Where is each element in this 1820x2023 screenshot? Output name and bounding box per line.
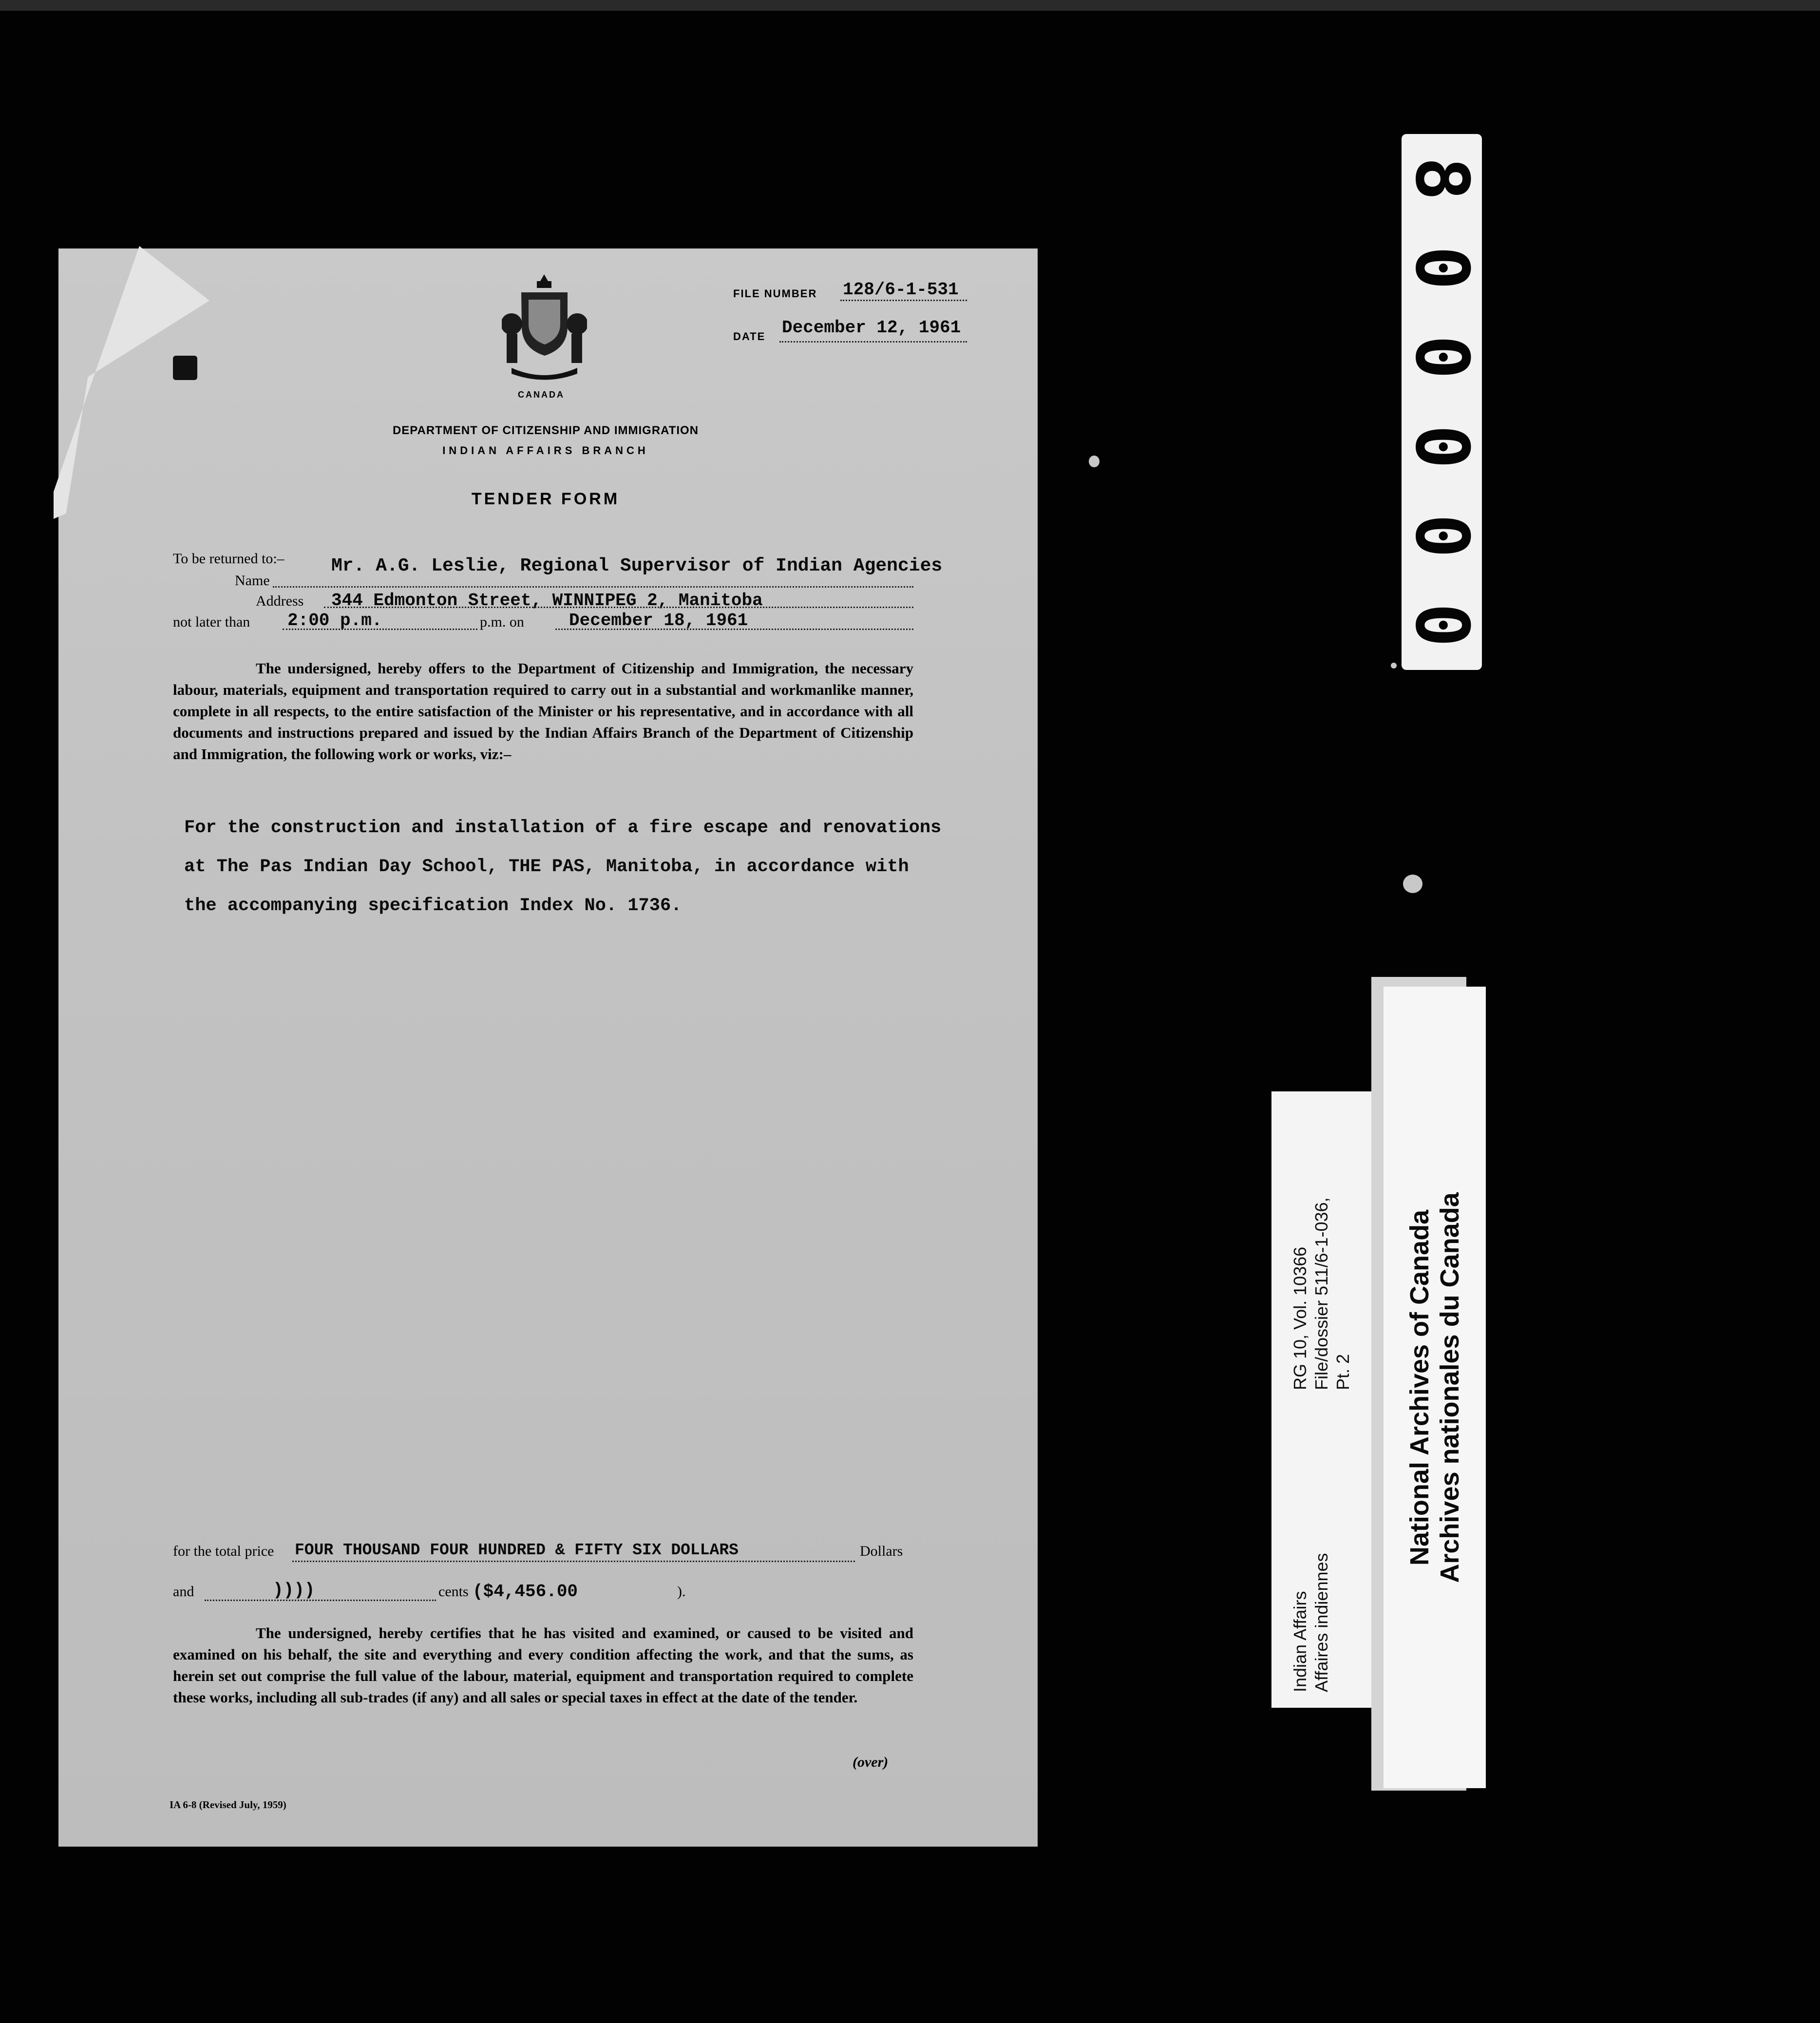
- date-line: [779, 341, 967, 343]
- amount-in-words: FOUR THOUSAND FOUR HUNDRED & FIFTY SIX DOLLARS: [295, 1541, 739, 1559]
- film-edge-strip: [0, 0, 1820, 11]
- form-title: TENDER FORM: [471, 490, 620, 508]
- to-be-returned-label: To be returned to:–: [173, 551, 284, 567]
- cents-label: cents: [438, 1584, 469, 1600]
- address-label: Address: [256, 593, 304, 609]
- cents-line: [205, 1600, 436, 1601]
- closing-date-line: [555, 629, 913, 630]
- crest-caption: CANADA: [518, 390, 565, 400]
- dust-speck: [1089, 456, 1100, 467]
- file-number-line: [840, 300, 967, 301]
- offer-paragraph: The undersigned, hereby offers to the Department of Citizenship and Immigration, the necessary labour, materials, equipment and transportation required to carry out in a substantial and workmanlike manner, complete in all respects, to the entire satisfaction of the Minister or his representative, and in accordance with all documents and instructions prepared and issued by the Indian Affairs Branch of the Department of Citizenship and Immigration, the following work or works, viz:–: [173, 660, 913, 763]
- address-value: 344 Edmonton Street, WINNIPEG 2, Manitoba: [331, 591, 763, 611]
- file-number-label: FILE NUMBER: [733, 287, 817, 300]
- department-heading: DEPARTMENT OF CITIZENSHIP AND IMMIGRATION: [392, 424, 699, 437]
- frame-digit: 0: [1399, 246, 1484, 290]
- closing-parenthesis: ).: [677, 1584, 686, 1600]
- work-description-line: the accompanying specification Index No. 1736.: [184, 896, 682, 916]
- archive-name-en: National Archives of Canada: [1405, 1209, 1434, 1565]
- certification-paragraph: The undersigned, hereby certifies that he has visited and examined, or caused to be visited and examined on his behalf, the site and everything and every condition affecting the work, and that the sums, as herein set out comprise the full value of the labour, material, equipment and transportation required to complete these works, including all sub-trades (if any) and all sales or special taxes in effect at the date of the tender.: [173, 1624, 913, 1706]
- frame-digit: 0: [1399, 335, 1484, 380]
- archive-series-name-fr: Affaires indiennes: [1311, 1552, 1331, 1692]
- amount-in-figures: ($4,456.00: [473, 1582, 578, 1602]
- over-note: (over): [853, 1754, 889, 1770]
- branch-heading: INDIAN AFFAIRS BRANCH: [442, 444, 649, 457]
- address-line: [324, 607, 913, 608]
- cents-value: )))): [273, 1580, 315, 1600]
- date-label: DATE: [733, 330, 766, 343]
- dust-speck: [1403, 875, 1422, 893]
- work-description-line: For the construction and installation of a fire escape and renovations: [184, 818, 942, 838]
- closing-date-value: December 18, 1961: [569, 611, 748, 630]
- archive-name-label: [1384, 987, 1486, 1788]
- dollars-label: Dollars: [860, 1543, 903, 1559]
- not-later-than-label: not later than: [173, 614, 250, 630]
- archive-name-fr: Archives nationales du Canada: [1435, 1192, 1464, 1583]
- recipient-name-value: Mr. A.G. Leslie, Regional Supervisor of Indian Agencies: [331, 555, 943, 576]
- frame-digit: 0: [1399, 514, 1484, 558]
- frame-number-strip: [1399, 134, 1484, 670]
- archive-series-name: Indian Affairs: [1289, 1591, 1310, 1692]
- closing-time-value: 2:00 p.m.: [287, 611, 382, 630]
- amount-line: [292, 1561, 855, 1562]
- archive-file: File/dossier 511/6-1-036,: [1311, 1197, 1331, 1390]
- time-line: [283, 629, 477, 630]
- work-description-line: at The Pas Indian Day School, THE PAS, Manitoba, in accordance with: [184, 857, 909, 877]
- form-number: IA 6-8 (Revised July, 1959): [170, 1799, 286, 1811]
- canada-coat-of-arms-icon: [502, 270, 587, 380]
- date-value: December 12, 1961: [782, 318, 961, 338]
- tender-form-page: [58, 248, 1038, 1847]
- frame-digit: 8: [1399, 156, 1484, 201]
- dust-speck: [1391, 663, 1397, 668]
- and-label: and: [173, 1584, 194, 1600]
- name-line: [273, 586, 913, 588]
- punch-hole: [173, 356, 197, 380]
- archive-part: Pt. 2: [1332, 1354, 1353, 1390]
- frame-digit: 0: [1399, 603, 1484, 648]
- archive-volume: RG 10, Vol. 10366: [1289, 1246, 1310, 1390]
- frame-digit: 0: [1399, 424, 1484, 469]
- file-number-value: 128/6-1-531: [843, 280, 959, 300]
- pm-on-label: p.m. on: [480, 614, 524, 630]
- total-price-label: for the total price: [173, 1543, 274, 1559]
- archive-reference-label: [1271, 1091, 1371, 1708]
- name-label: Name: [235, 573, 270, 589]
